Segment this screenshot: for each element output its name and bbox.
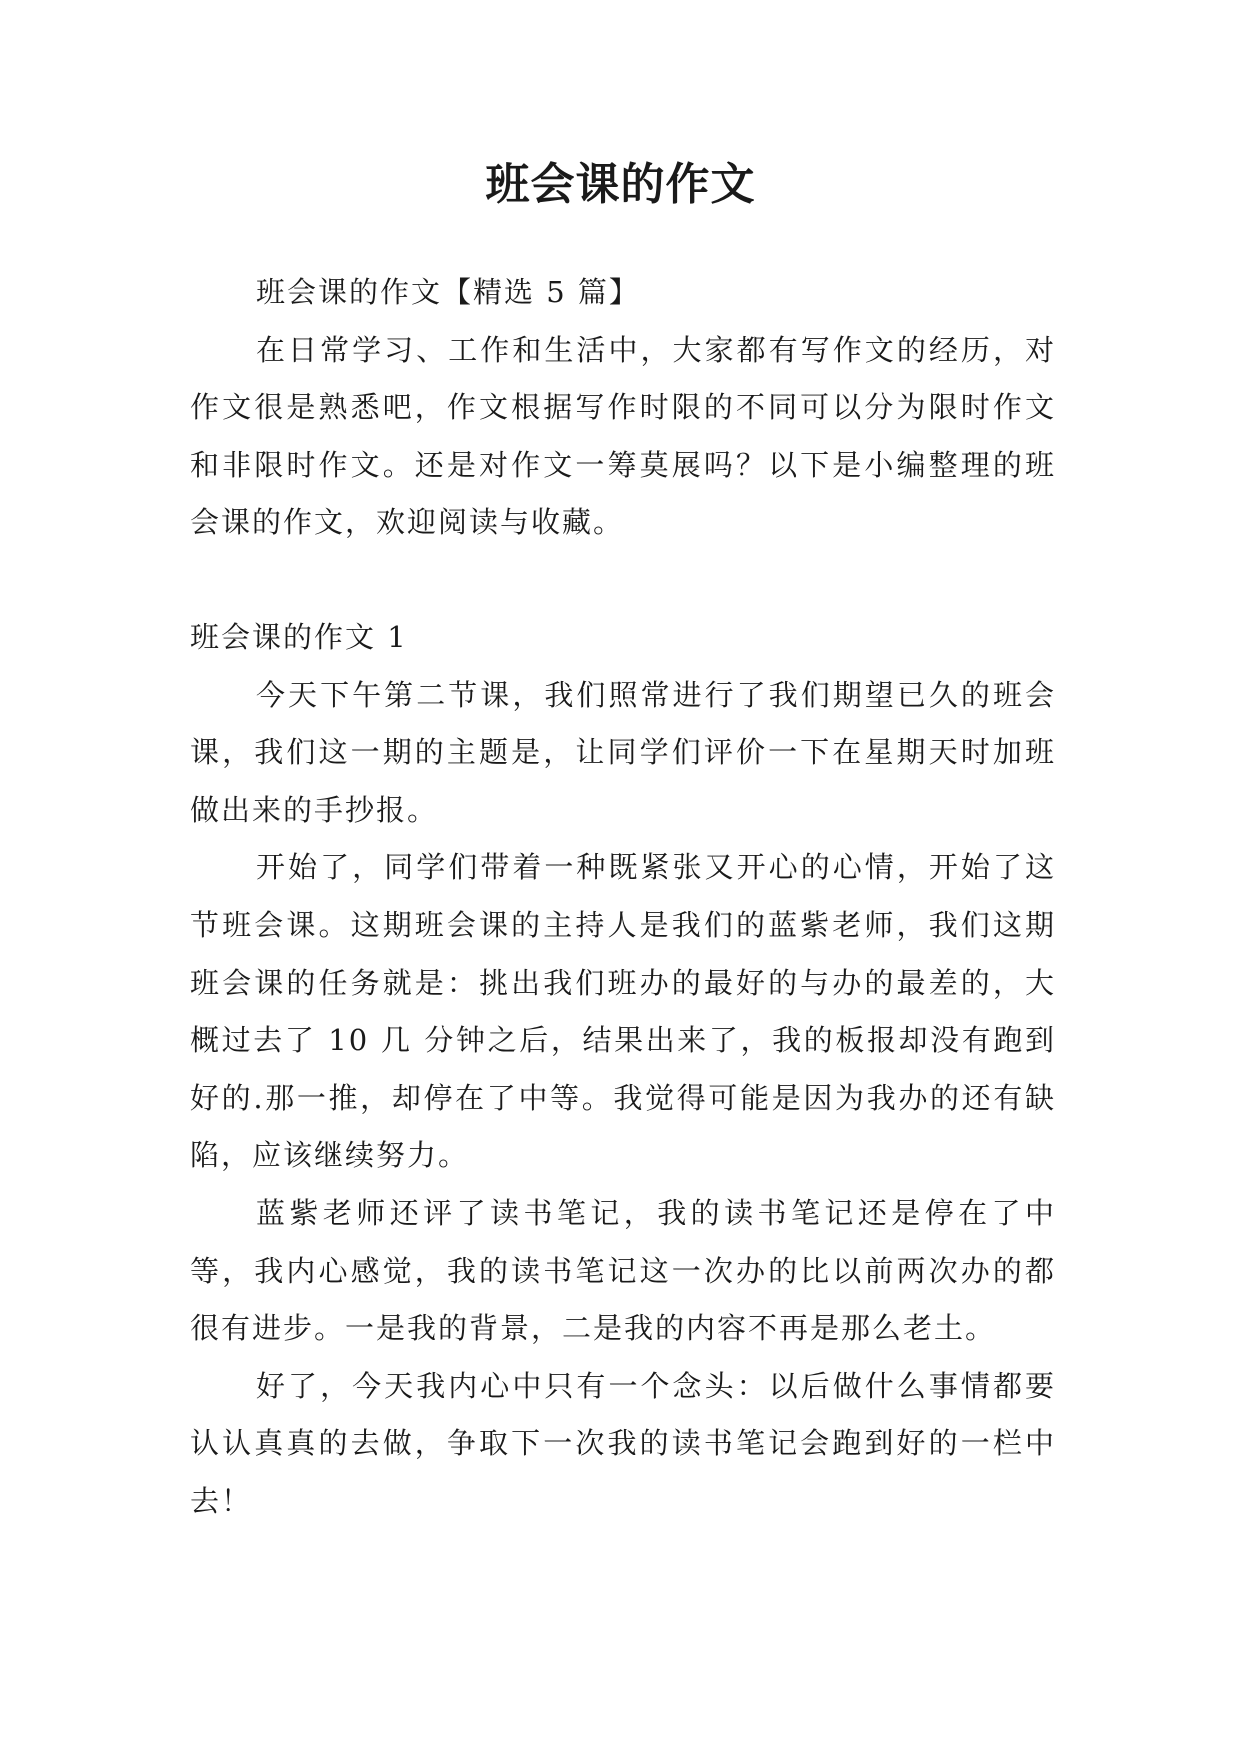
section-heading: 班会课的作文 1: [190, 619, 408, 654]
body-paragraph: 今天下午第二节课，我们照常进行了我们期望已久的班会课，我们这一期的主题是，让同学们评价一下在星期天时加班做出来的手抄报。: [190, 677, 1056, 827]
document-body: [190, 264, 1056, 1530]
document-subtitle: 班会课的作文【精选 5 篇】: [256, 275, 640, 309]
intro-paragraph: 在日常学习、工作和生活中，大家都有写作文的经历，对作文很是熟悉吧，作文根据写作时限的不同可以分为限时作文和非限时作文。还是对作文一筹莫展吗？以下是小编整理的班会课的作文，欢迎阅读与收藏。: [190, 332, 1056, 540]
body-paragraph: 好了，今天我内心中只有一个念头：以后做什么事情都要认认真真的去做，争取下一次我的读书笔记会跑到好的一栏中去！: [190, 1368, 1056, 1518]
body-paragraph: 蓝紫老师还评了读书笔记，我的读书笔记还是停在了中等，我内心感觉，我的读书笔记这一次办的比以前两次办的都很有进步。一是我的背景，二是我的内容不再是那么老土。: [190, 1195, 1056, 1346]
body-paragraph: 开始了，同学们带着一种既紧张又开心的心情，开始了这节班会课。这期班会课的主持人是我们的蓝紫老师，我们这期班会课的任务就是：挑出我们班办的最好的与办的最差的，大概过去了 10 几 分钟之后，结果出来了，我的板报却没有跑到好的.那一推，却停在了中等。我觉得可能是因为我办的还有缺陷，应该继续努力。: [190, 850, 1056, 1173]
document-title: 班会课的作文: [485, 159, 756, 210]
